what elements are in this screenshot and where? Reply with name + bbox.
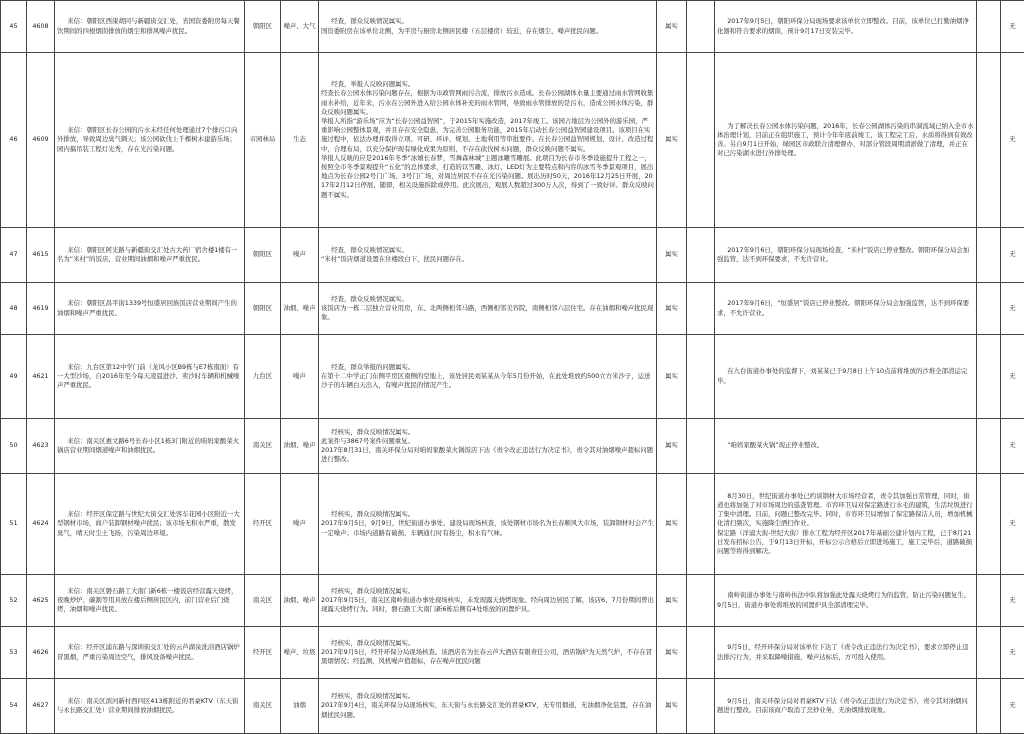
accountability-cell: 无 — [1001, 228, 1024, 283]
empty-cell — [977, 283, 1001, 335]
empty-cell — [687, 228, 715, 283]
district-cell: 九台区 — [245, 335, 281, 419]
empty-cell — [977, 474, 1001, 575]
complaint-cell: 来信：南关区磐石路工大南门新6栋一楼饭店经营露天烧烤，夜晚炒炉、碳割等用具放在楼后侧居民区内，前门营业后门烧烤，油烟和噪声扰民。 — [55, 575, 245, 627]
table-row — [1, 53, 1024, 228]
table-row — [1, 1, 1024, 53]
type-cell: 噪声 — [281, 474, 319, 575]
table-row — [1, 474, 1024, 575]
investigation-cell: 经查，群众反映情况属实。 “米村”饭店烟道设置在住楼段白下，扰民问题存在。 — [319, 228, 657, 283]
accountability-cell: 无 — [1001, 474, 1024, 575]
table-row — [1, 228, 1024, 283]
district-cell: 南关区 — [245, 575, 281, 627]
empty-cell — [687, 1, 715, 53]
complaint-cell: 来信：经开区保定路与世纪大街交汇处客车花园小区附近一大型钢材市场，商户装卸钢材噪声扰民；该市场无积水严重，散发臭气，晴天时尘土飞扬，污染周边环境。 — [55, 474, 245, 575]
table-row — [1, 679, 1024, 734]
complaint-cell: 来信：南关区惠文路6号长春小区1栋3门附近的咱妈家酸菜火锅店营业期间烟道噪声和油烟扰民。 — [55, 419, 245, 474]
verdict-cell: 属实 — [657, 627, 687, 679]
empty-cell — [977, 575, 1001, 627]
investigation-cell: 经核实，群众反映情况属实。 2017年9月5日，经开环保分局现场核查。该酒店名为长春云芦大酒店有限责任公司，酒店锅炉为天然气炉，不存在冒黑烟情况；经监测，风机噪声值超标，存在噪声扰民问题 — [319, 627, 657, 679]
row-id-cell: 4624 — [27, 474, 55, 575]
empty-cell — [687, 419, 715, 474]
verdict-cell: 属实 — [657, 335, 687, 419]
verdict-cell: 属实 — [657, 228, 687, 283]
district-cell: 朝阳区 — [245, 283, 281, 335]
row-seq-cell: 49 — [1, 335, 27, 419]
handling-cell: 为了解决长春公园水体污染问题，2016年，长春公园湖体污染的串洞流域已纳入全市水体治理计划，目前正在组织施工，预计今年年底前竣工，该工程完工后，水质将得到有效改善。另自9月1日开始，绿园区市政联合清理督办，对部分管段周期清淤做了清理，并正在对已污染湖水进行外排处理。 — [715, 53, 977, 228]
investigation-cell: 经核实，群众反映情况属实。 2017年9月4日，南关环保分局现场核实，东天街与永长路交汇处的君豪KTV，无专用烟道，无油烟净化装置，存在油烟扰民问题。 — [319, 679, 657, 734]
empty-cell — [687, 335, 715, 419]
complaint-cell: 来信：九台区第12中学门前（龙风小区B9栋与E7栋南面）有一大型沙场，自2016年至今每天凌晨进沙、卖沙时车辆和机械噪声严重扰民。 — [55, 335, 245, 419]
type-cell: 噪声、垃圾 — [281, 627, 319, 679]
row-id-cell: 4609 — [27, 53, 55, 228]
investigation-cell: 经查，举报人反映问题属实。 经查长春公园水体污染问题存在，根据为市政管网雨污合流，排放污水造成。长春公园湖体水量主要通过雨水管网收集雨水补给，近年来，污水在公园外进入给公园水体补充的雨水管网，导致雨水管排放的是污水，造成公园水体污染，群众反映问题属实。 举报人所指“游乐场”应为“长春公园益智园”，于2015年实施改造，2017年竣工。该园占地层为公园外的游乐园，严重影响公园整体景观，并且存在安全隐患，为完善公园服务功能，2015年启动长春公园益智园建设项目。该项目在实施过程中，依法办理并取得立项、可研、环评、规划、土地利用等审批要件。在长春公园益智园规划、设计、改造过程中，合理布局，以充分保护现有绿化成果为原则，不存在砍伐树木问题，群众反映问题不属实。 举报人反映的应是2016年冬季“冰嬉长春梦，雪舞森林城”主题冰雕雪雕展。此项目为长春市冬季设施提升工程之一，按照全市冬季景观提升“五化”的总体要求，打造的以雪雕、冰灯、LED灯为主要特点和内容的冰雪冬季景观项目，展出地点为长春公园2号门广场、3号门广场，对周边居民不存在光污染问题。展出历时50天，2016年12月25日开展，2017年2月12日停展，随即，相关设施拆除或停用。此次展出，观展人数超过300万人次，得到了一致好评。群众反映问题不属实。 — [319, 53, 657, 228]
row-seq-cell: 54 — [1, 679, 27, 734]
table-row — [1, 627, 1024, 679]
accountability-cell: 无 — [1001, 679, 1024, 734]
table-row — [1, 419, 1024, 474]
verdict-cell: 属实 — [657, 419, 687, 474]
row-seq-cell: 48 — [1, 283, 27, 335]
investigation-cell: 经查，群众举报的问题属实。 在第十二中学正门东侧平房区南侧的空地上，该处居民刘某某从今年5月份开始，在此处堆放约500立方米沙子，运送沙子的车辆白天出入，有噪声扰民的情况产生。 — [319, 335, 657, 419]
complaint-cell: 来信：朝阳区西康胡同与新疆街交汇处，省国资委附房每天餐饮期间的四根烟囱排放的烟尘和排风噪声扰民。 — [55, 1, 245, 53]
row-id-cell: 4627 — [27, 679, 55, 734]
district-cell: 朝阳区 — [245, 228, 281, 283]
accountability-cell: 无 — [1001, 419, 1024, 474]
investigation-cell: 经查，群众反映情况属实。 该饭店为一栋二层独立营业用房，东、北两侧相邻马路，西侧相邻美容院，南侧相邻六层住宅。存在油烟和噪声扰民现象。 — [319, 283, 657, 335]
row-seq-cell: 47 — [1, 228, 27, 283]
row-seq-cell: 50 — [1, 419, 27, 474]
empty-cell — [977, 1, 1001, 53]
type-cell: 油烟、噪声 — [281, 419, 319, 474]
empty-cell — [687, 283, 715, 335]
row-seq-cell: 46 — [1, 53, 27, 228]
accountability-cell: 无 — [1001, 283, 1024, 335]
empty-cell — [687, 679, 715, 734]
empty-cell — [977, 53, 1001, 228]
investigation-cell: 经核实，群众反映情况属实。 2017年9月5日，9月9日，世纪街道办事处、建设局现场核查，该处钢材市场名为长春顺风大市场，装卸钢材时会产生一定噪声；市场内道路有破损，车辆通行时有扬尘，积水有气味。 — [319, 474, 657, 575]
accountability-cell: 无 — [1001, 1, 1024, 53]
investigation-cell: 经核实，群众反映情况属实。 2017年9月5日，南关区南岭街道办事处现场核实，未发现露天烧烤现象。经向周边居民了解，该店6、7月份期间曾出现露天烧烤行为。同时，磐石路工大南门新6栋后侧有4处堆放的闲置炉具。 — [319, 575, 657, 627]
type-cell: 噪声、大气 — [281, 1, 319, 53]
investigation-cell: 经核实，群众反映情况属实。 此案件与3867号案件问题重复。 2017年8月31日，南关环保分局对咱妈家酸菜火锅饭店下达《责令改正违法行为决定书》，责令其对油烟噪声超标问题进行整改。 — [319, 419, 657, 474]
accountability-cell: 无 — [1001, 627, 1024, 679]
district-cell: 朝阳区 — [245, 1, 281, 53]
complaint-cell: 来信：南关区滨河新村西四区413栋附近的君豪KTV（东天街与永长路交汇处）营业期间排放油烟扰民。 — [55, 679, 245, 734]
type-cell: 噪声 — [281, 228, 319, 283]
complaint-cell: 来信：朝阳区昌平街1339号恒盛居回族饭店营业期间产生的油烟和噪声严重扰民。 — [55, 283, 245, 335]
verdict-cell: 属实 — [657, 1, 687, 53]
row-id-cell: 4621 — [27, 335, 55, 419]
type-cell: 生态 — [281, 53, 319, 228]
verdict-cell: 属实 — [657, 575, 687, 627]
row-id-cell: 4623 — [27, 419, 55, 474]
empty-cell — [977, 679, 1001, 734]
investigation-cell: 经查，群众反映情况属实。 国资委附房在该单位北侧，为平房与厨房北侧居民楼（五层楼房）较近，存在烟尘、噪声扰民问题。 — [319, 1, 657, 53]
type-cell: 噪声 — [281, 335, 319, 419]
empty-cell — [977, 419, 1001, 474]
table-row — [1, 335, 1024, 419]
accountability-cell: 无 — [1001, 335, 1024, 419]
handling-cell: 2017年9月6日，“恒盛居”饭店已停业整改。朝阳环保分局会加强监管，达不到环保要求，不允许营业。 — [715, 283, 977, 335]
handling-cell: “咱妈家酸菜火锅”现正停业整改。 — [715, 419, 977, 474]
verdict-cell: 属实 — [657, 679, 687, 734]
empty-cell — [977, 228, 1001, 283]
empty-cell — [687, 627, 715, 679]
handling-cell: 南岭街道办事处与南岭执法中队将加强此处露天烧烤行为的监管，防止污染问题复生。9月5日，街道办事处将堆放的闲置炉具全部清理完毕。 — [715, 575, 977, 627]
district-cell: 南关区 — [245, 679, 281, 734]
empty-cell — [687, 53, 715, 228]
complaint-cell: 来信：经开区浦东路与深圳街交汇处的云芦湖泉洗浴酒店锅炉冒黑烟，严重污染周边空气，排风设备噪声扰民。 — [55, 627, 245, 679]
handling-cell: 2017年9月5日，朝阳环保分局现场要求该单位立即整改。目前，该单位已打勤油烟净化器和符合要求的烟囱，预计9月17日安装完毕。 — [715, 1, 977, 53]
verdict-cell: 属实 — [657, 474, 687, 575]
complaint-cell: 来信：朝阳区阿光路与新疆街交汇处古大药厂宿舍楼1楼有一名为“米村”的饭店，营业期间油烟和噪声严重扰民。 — [55, 228, 245, 283]
empty-cell — [977, 627, 1001, 679]
row-seq-cell: 52 — [1, 575, 27, 627]
handling-cell: 9月5日，南关环保分局对君豪KTV下达《责令改正违法行为决定书》，责令其对油烟问题进行整改。目前该商户取消了烹炒业务，无油烟排放现象。 — [715, 679, 977, 734]
handling-cell: 8月30日，世纪街道办事处已约谈钢材大市场经营者，责令其加强日常管理，同时，街道也将加强了对市场周边的巡查管理。市容环卫局对保定路进行水毛的建筑，生活垃圾进行了集中清理。目前，问题已整改完毕。同时，市容环卫局增加了保定路保洁人员，增加机械化清扫频次，实施降尘洒扫作业。 保定路（洋浦大街-世纪大街）排水工程为经开区2017年基础公建计划内工程，已于8月21日发布招标公告，于9月13日开标，开标公示合格后立即进场施工，施工完毕后，道路破损问题等将得到解决。 — [715, 474, 977, 575]
type-cell: 油烟、噪声 — [281, 575, 319, 627]
type-cell: 油烟、噪声 — [281, 283, 319, 335]
district-cell: 南关区 — [245, 419, 281, 474]
row-seq-cell: 51 — [1, 474, 27, 575]
complaint-cell: 来信：朝阳区长春公园的污水未经任何处理通过7个排污口向外排放，导致周边臭气刺天；该公园砍伐上千棵树木建游乐场；园内搞吊装工程灯光秀，存在光污染问题。 — [55, 53, 245, 228]
row-seq-cell: 53 — [1, 627, 27, 679]
district-cell: 经开区 — [245, 627, 281, 679]
district-cell: 市园林局 — [245, 53, 281, 228]
verdict-cell: 属实 — [657, 283, 687, 335]
empty-cell — [687, 474, 715, 575]
accountability-cell: 无 — [1001, 575, 1024, 627]
handling-cell: 在九台街道办事处的监督下，刘某某已于9月8日上午10点前将堆放的沙堆全部清运完毕。 — [715, 335, 977, 419]
row-id-cell: 4619 — [27, 283, 55, 335]
table-row — [1, 575, 1024, 627]
type-cell: 油烟 — [281, 679, 319, 734]
row-id-cell: 4625 — [27, 575, 55, 627]
table-row — [1, 283, 1024, 335]
verdict-cell: 属实 — [657, 53, 687, 228]
row-id-cell: 4608 — [27, 1, 55, 53]
row-id-cell: 4615 — [27, 228, 55, 283]
handling-cell: 9月5日，经开环保分局对该单位下达了《责令改正违法行为决定书》，要求立即停止违法排污行为，并采取降噪措施，噪声达标后，方可投入使用。 — [715, 627, 977, 679]
accountability-cell: 无 — [1001, 53, 1024, 228]
handling-cell: 2017年9月6日，朝阳环保分局现场检查，“米村”饭店已停业整改。朝阳环保分局会加强监管，达不到环保要求，不允许营业。 — [715, 228, 977, 283]
row-seq-cell: 45 — [1, 1, 27, 53]
row-id-cell: 4626 — [27, 627, 55, 679]
district-cell: 经开区 — [245, 474, 281, 575]
empty-cell — [977, 335, 1001, 419]
empty-cell — [687, 575, 715, 627]
